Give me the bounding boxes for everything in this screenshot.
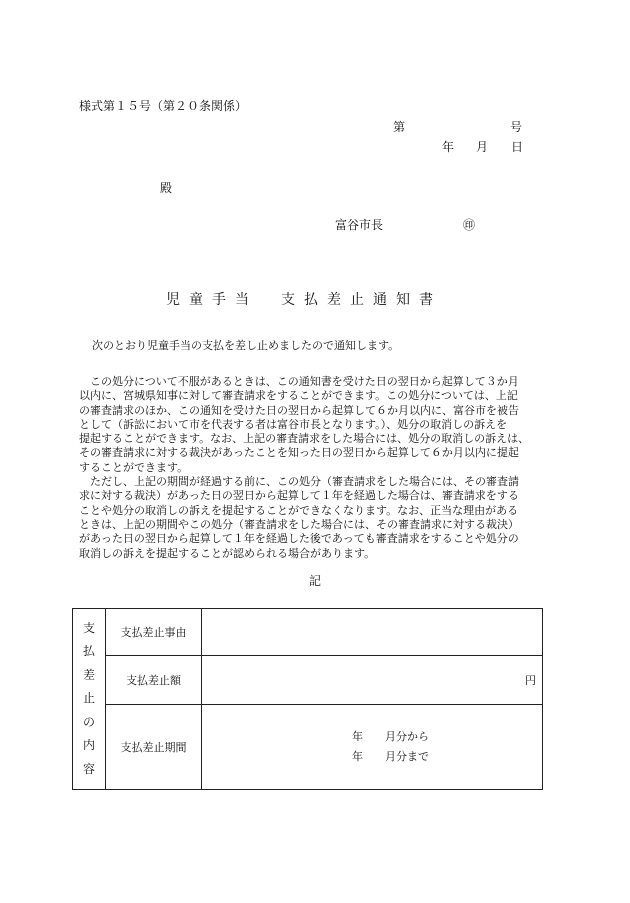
addressee-honorific: 殿: [160, 181, 173, 195]
notice-line: 取消しの訴えを提起することが認められる場合があります。: [79, 546, 376, 560]
group-label-char: の: [82, 714, 95, 729]
notice-line: の審査請求のほか、この通知を受けた日の翌日から起算して６か月以内に、富谷市を被告: [79, 403, 519, 417]
period-from-month: 月分から: [385, 730, 429, 743]
form-number: 様式第１５号（第２０条関係）: [79, 99, 248, 113]
group-label-char: 払: [82, 644, 95, 659]
notice-line: ただし、上記の期間が経過する前に、この処分（審査請求をした場合には、その審査請: [90, 475, 519, 489]
period-to-year: 年: [352, 750, 363, 763]
notice-line: その審査請求に対する裁決があったことを知った日の翌日から起算して６か月以内に提起: [79, 446, 519, 460]
group-label-char: 支: [82, 620, 95, 635]
notice-line: この処分について不服があるときは、この通知書を受けた日の翌日から起算して３か月: [90, 375, 519, 388]
notice-line: ときは、上記の期間やこの処分（審査請求をした場合には、その審査請求に対する裁決）: [79, 517, 519, 531]
period-from: [202, 727, 542, 747]
detail-table: [72, 608, 543, 790]
amount-value-cell: [202, 656, 543, 705]
seal-mark: ㊞: [463, 218, 476, 232]
document-number-prefix: 第: [393, 120, 406, 134]
date-year: 年: [442, 140, 455, 154]
period-to: [202, 747, 542, 767]
document-number-suffix: 号: [510, 120, 523, 134]
period-to-month: 月分まで: [385, 750, 429, 763]
group-label-char: 差: [82, 667, 95, 682]
amount-label: 支払差止額: [106, 656, 202, 705]
issuer-name: 富谷市長: [335, 218, 384, 232]
group-label-char: 止: [82, 691, 95, 706]
notice-line: として（訴訟において市を代表する者は富谷市長となります。）、処分の取消しの訴えを: [79, 417, 508, 431]
ki-heading: 記: [309, 574, 322, 588]
group-label-cell: [73, 609, 106, 790]
notice-line: 求に対する裁決）があった日の翌日から起算して１年を経過した場合は、審査請求をする: [79, 489, 519, 503]
reason-value-cell: [202, 609, 543, 656]
amount-unit: 円: [525, 674, 536, 687]
period-value-cell: [202, 705, 543, 790]
intro-text: 次のとおり児童手当の支払を差し止めましたので通知します。: [92, 339, 400, 352]
notice-line: することができます。: [79, 460, 189, 474]
notice-line: があった日の翌日から起算して１年を経過した後であっても審査請求をすることや処分の: [79, 532, 519, 546]
reason-label: 支払差止事由: [106, 609, 202, 656]
group-label-char: 内: [82, 738, 95, 753]
date-month: 月: [476, 140, 489, 154]
notice-line: 以内に、宮城県知事に対して審査請求をすることができます。この処分については、上記: [79, 389, 518, 403]
notice-line: ことや処分の取消しの訴えを提起することができなくなります。なお、正当な理由がある: [79, 503, 519, 517]
document-title: 児童手当 支払差止通知書: [166, 292, 442, 308]
appeal-notice: [79, 375, 549, 561]
group-label-char: 容: [82, 761, 95, 776]
period-label: 支払差止期間: [106, 705, 202, 790]
period-from-year: 年: [352, 730, 363, 743]
date-day: 日: [511, 140, 524, 154]
notice-line: 提起することができます。なお、上記の審査請求をした場合には、処分の取消しの訴えは、: [79, 432, 530, 446]
